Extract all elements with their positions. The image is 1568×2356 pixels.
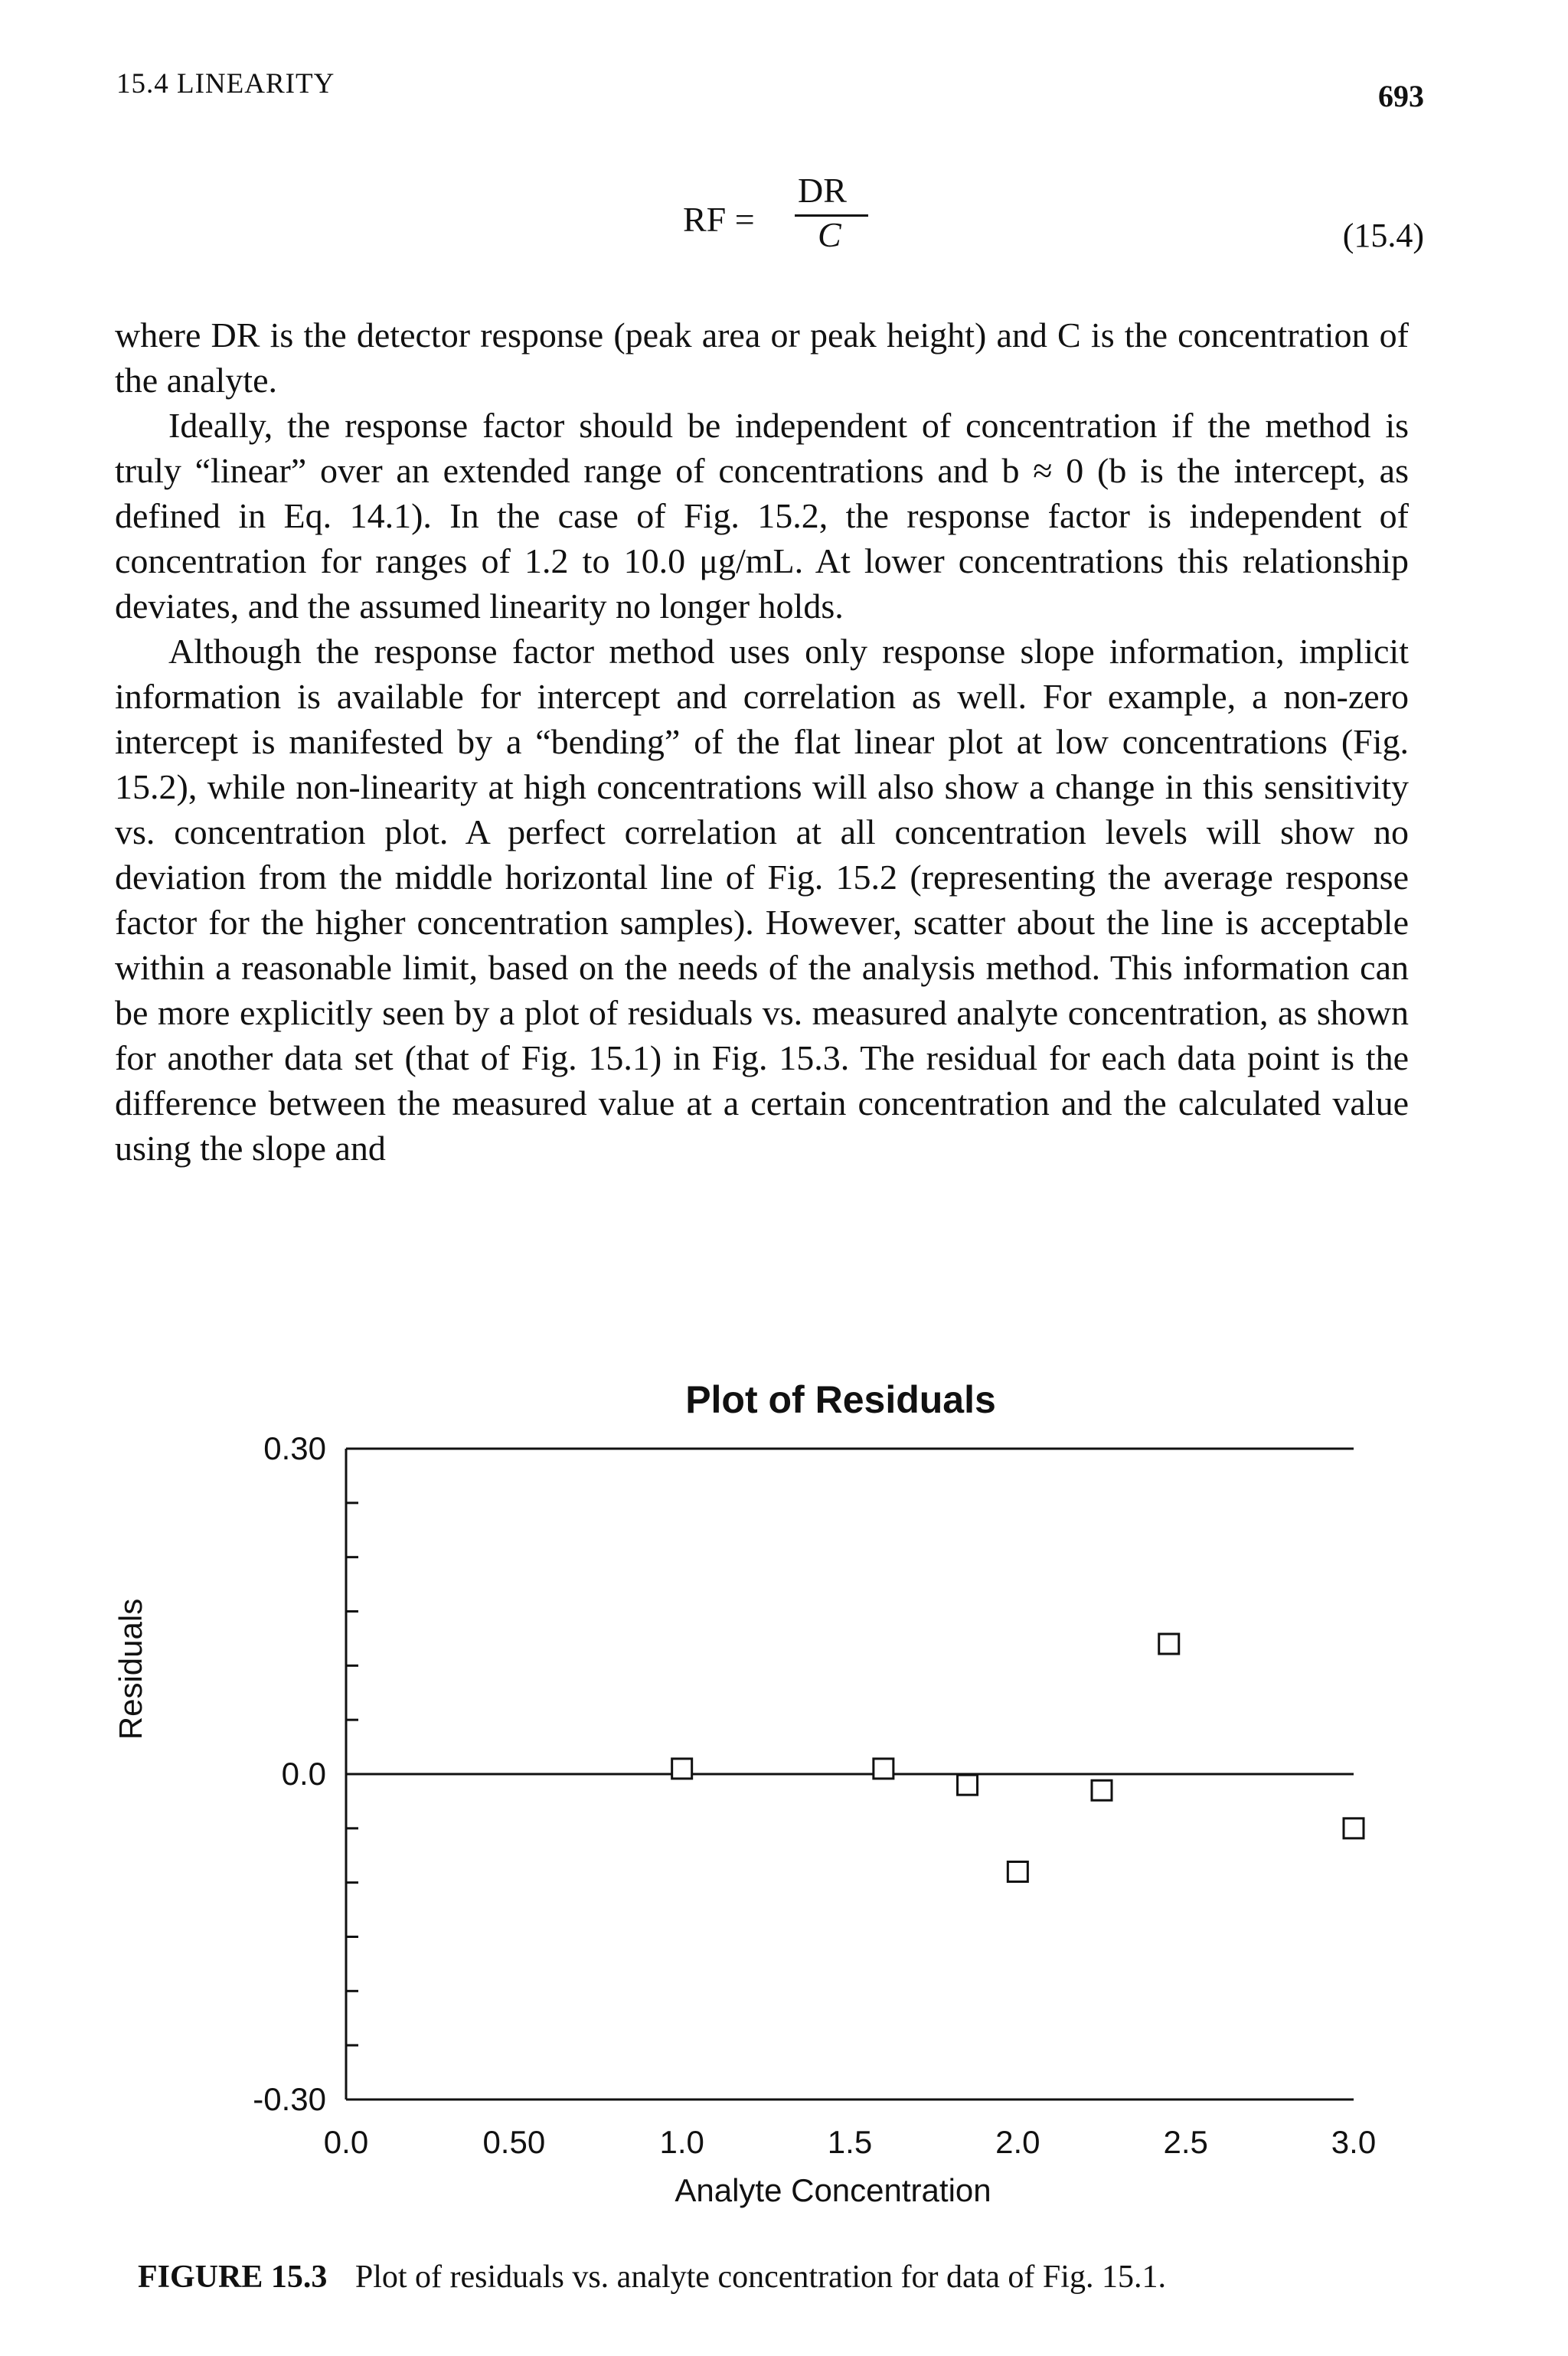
chart-title: Plot of Residuals bbox=[685, 1378, 996, 1421]
residuals-chart bbox=[0, 1348, 1568, 2208]
equation-numerator: DR bbox=[798, 171, 847, 210]
data-point bbox=[672, 1759, 692, 1779]
x-tick-label: 1.5 bbox=[827, 2124, 873, 2160]
paragraph-3: Although the response factor method uses only response slope information, implicit information is available for intercept and correlation as well. For example, a non-zero intercept is manifested by a “bending” of the flat linear plot at low concentrations (Fig. 15.2), while non-linearity at high concentrations will also show a change in this sensitivity vs. concentration plot. A perfect correlation at all concentration levels will show no deviation from the middle horizontal line of Fig. 15.2 (representing the average response factor for the higher concentration samples). However, scatter about the line is acceptable within a reasonable limit, based on the needs of the analysis method. This information can be more explicitly seen by a plot of residuals vs. measured analyte concentration, as shown for another data set (that of Fig. 15.1) in Fig. 15.3. The residual for each data point is the difference between the measured value at a certain concentration and the calculated value using the slope and bbox=[115, 632, 1409, 1168]
figure-caption bbox=[138, 2259, 1166, 2296]
figure-label: FIGURE 15.3 bbox=[138, 2260, 328, 2295]
body-text bbox=[115, 312, 1409, 1171]
equation-lhs: RF = bbox=[683, 200, 755, 239]
x-tick-label: 1.0 bbox=[659, 2124, 704, 2160]
equation-denominator: C bbox=[818, 215, 841, 254]
data-point bbox=[874, 1759, 893, 1779]
equation-15-4 bbox=[683, 170, 882, 270]
equation-number: (15.4) bbox=[1342, 217, 1424, 254]
running-head: 15.4 LINEARITY bbox=[116, 68, 335, 100]
data-point bbox=[1159, 1634, 1179, 1654]
x-tick-label: 0.0 bbox=[323, 2124, 369, 2160]
x-tick-label: 2.5 bbox=[1163, 2124, 1208, 2160]
paragraph-1: where DR is the detector response (peak area or peak height) and C is the concentration of the analyte. bbox=[115, 315, 1409, 400]
page-number: 693 bbox=[1378, 79, 1424, 113]
x-tick-label: 0.50 bbox=[482, 2124, 546, 2160]
data-point bbox=[1008, 1862, 1027, 1882]
y-tick-label: 0.30 bbox=[263, 1430, 326, 1466]
y-tick-label: 0.0 bbox=[281, 1756, 326, 1792]
chart-y-axis-label: Residuals bbox=[113, 1598, 149, 1740]
x-tick-label: 2.0 bbox=[995, 2124, 1040, 2160]
figure-caption-text: Plot of residuals vs. analyte concentration for data of Fig. 15.1. bbox=[354, 2260, 1166, 2295]
data-point bbox=[1344, 1818, 1364, 1838]
y-tick-label: -0.30 bbox=[253, 2081, 326, 2117]
paragraph-2: Ideally, the response factor should be independent of concentration if the method is truly “linear” over an extended range of concentrations and b ≈ 0 (b is the intercept, as defined in Eq. 14.1). In the case of Fig. 15.2, the response factor is independent of concentration for ranges of 1.2 to 10.0 μg/mL. At lower concentrations this relationship deviates, and the assumed linearity no longer holds. bbox=[115, 406, 1409, 626]
data-point bbox=[1092, 1780, 1112, 1800]
residuals-chart-svg bbox=[0, 1348, 1568, 2208]
x-tick-label: 3.0 bbox=[1331, 2124, 1377, 2160]
chart-x-axis-label: Analyte Concentration bbox=[675, 2172, 991, 2208]
data-point bbox=[958, 1775, 978, 1795]
